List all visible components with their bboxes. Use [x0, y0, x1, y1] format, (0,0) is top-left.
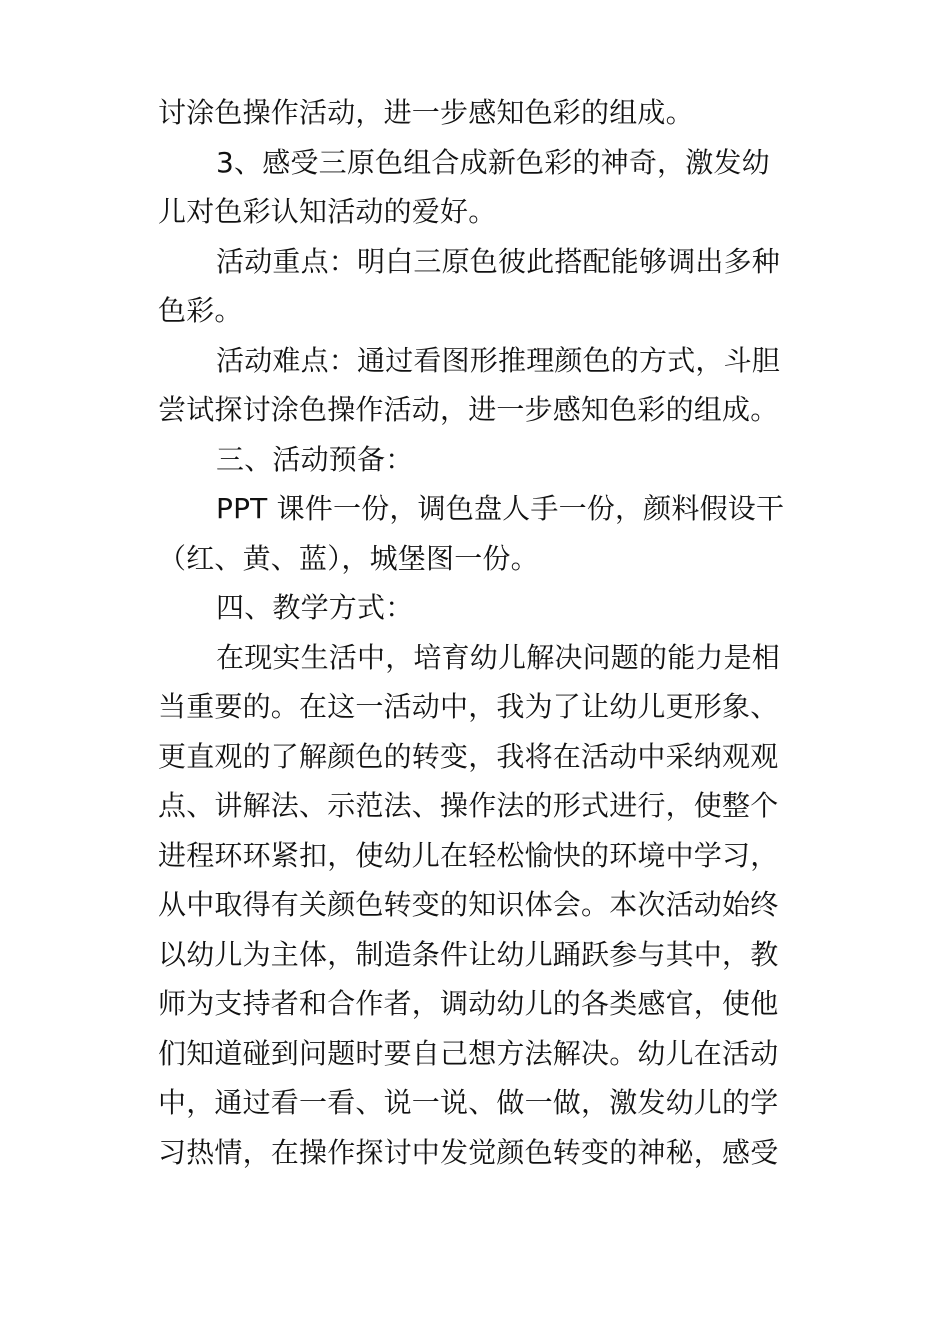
text-line: 师为支持者和合作者，调动幼儿的各类感官，使他	[158, 987, 779, 1020]
document-body	[158, 88, 798, 1177]
text-line: 活动重点：明白三原色彼此搭配能够调出多种	[216, 244, 781, 278]
text-line: 3、感受三原色组合成新色彩的神奇，激发幼	[216, 145, 770, 179]
text-line: 当重要的。在这一活动中，我为了让幼儿更形象、	[158, 690, 779, 723]
text-line: 以幼儿为主体，制造条件让幼儿踊跃参与其中，教	[158, 937, 779, 971]
text-line: 在现实生活中，培育幼儿解决问题的能力是相	[216, 640, 781, 674]
text-line: 中，通过看一看、说一说、做一做，激发幼儿的学	[158, 1086, 779, 1119]
text-line: 习热情，在操作探讨中发觉颜色转变的神秘，感受	[158, 1135, 779, 1169]
text-line: 点、讲解法、示范法、操作法的形式进行，使整个	[158, 789, 779, 822]
text-line: （红、黄、蓝），城堡图一份。	[158, 541, 539, 575]
section-heading: 三、活动预备：	[216, 442, 414, 476]
text-line: 们知道碰到问题时要自己想方法解决。幼儿在活动	[158, 1036, 779, 1070]
text-line: 从中取得有关颜色转变的知识体会。本次活动始终	[158, 888, 779, 921]
text-line: 讨涂色操作活动，进一步感知色彩的组成。	[158, 96, 694, 129]
text-line: 尝试探讨涂色操作活动，进一步感知色彩的组成。	[158, 393, 779, 426]
text-line: 儿对色彩认知活动的爱好。	[158, 195, 497, 228]
text-line: 更直观的了解颜色的转变，我将在活动中采纳观观	[158, 739, 779, 773]
text-line: 进程环环紧扣，使幼儿在轻松愉快的环境中学习，	[158, 838, 779, 872]
text-line: PPT 课件一份，调色盘人手一份，颜料假设干	[216, 492, 785, 525]
text-line: 活动难点：通过看图形推理颜色的方式，斗胆	[216, 343, 781, 377]
text-line: 色彩。	[158, 294, 243, 327]
section-heading: 四、教学方式：	[216, 591, 414, 624]
